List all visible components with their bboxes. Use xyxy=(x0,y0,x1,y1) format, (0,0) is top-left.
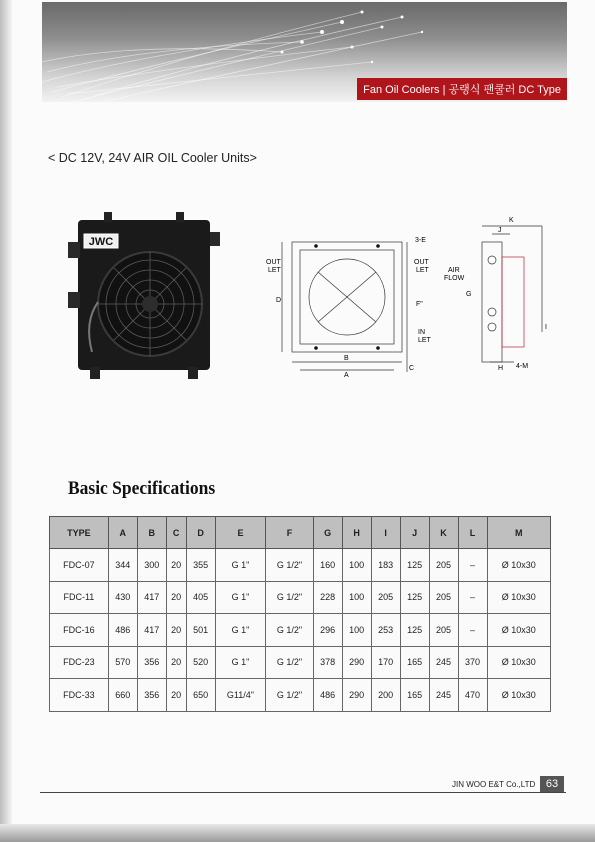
out-let-left-2: LET xyxy=(268,267,281,274)
table-cell: 125 xyxy=(400,581,429,614)
table-cell: Ø 10x30 xyxy=(487,614,551,647)
column-header: I xyxy=(371,517,400,549)
table-cell: G 1/2" xyxy=(266,614,313,647)
column-header: K xyxy=(429,517,458,549)
table-cell: 470 xyxy=(458,679,487,712)
table-cell: 100 xyxy=(342,549,371,582)
column-header: E xyxy=(215,517,266,549)
table-cell: 290 xyxy=(342,646,371,679)
table-body xyxy=(50,549,551,712)
column-header: F xyxy=(266,517,313,549)
table-cell: G 1/2" xyxy=(266,549,313,582)
header-banner xyxy=(42,2,567,102)
table-cell: G 1" xyxy=(215,614,266,647)
table-cell: G 1/2" xyxy=(266,679,313,712)
table-cell: 165 xyxy=(400,646,429,679)
table-cell: 370 xyxy=(458,646,487,679)
table-cell: – xyxy=(458,614,487,647)
table-cell: G 1/2" xyxy=(266,646,313,679)
column-header: TYPE xyxy=(50,517,109,549)
footer-company: JIN WOO E&T Co.,LTD xyxy=(452,780,536,789)
label-a: A xyxy=(344,372,349,379)
label-i: I xyxy=(545,324,547,331)
label-j: J xyxy=(498,227,502,234)
column-header: J xyxy=(400,517,429,549)
table-cell: 170 xyxy=(371,646,400,679)
table-cell: 100 xyxy=(342,581,371,614)
table-cell: 486 xyxy=(108,614,137,647)
column-header: H xyxy=(342,517,371,549)
table-cell: 486 xyxy=(313,679,342,712)
table-cell: FDC-11 xyxy=(50,581,109,614)
column-header: A xyxy=(108,517,137,549)
table-cell: 430 xyxy=(108,581,137,614)
table-cell: 160 xyxy=(313,549,342,582)
table-cell: 300 xyxy=(137,549,166,582)
table-cell: Ø 10x30 xyxy=(487,549,551,582)
table-cell: 205 xyxy=(429,549,458,582)
table-cell: 405 xyxy=(186,581,215,614)
out-let-left-1: OUT xyxy=(266,259,281,266)
table-cell: G 1" xyxy=(215,549,266,582)
table-cell: 356 xyxy=(137,679,166,712)
column-header: B xyxy=(137,517,166,549)
label-g: G xyxy=(466,291,472,298)
table-cell: G 1" xyxy=(215,581,266,614)
table-cell: 520 xyxy=(186,646,215,679)
table-cell: Ø 10x30 xyxy=(487,646,551,679)
table-row xyxy=(50,614,551,647)
table-cell: Ø 10x30 xyxy=(487,581,551,614)
table-cell: 205 xyxy=(429,581,458,614)
table-cell: 296 xyxy=(313,614,342,647)
table-cell: 200 xyxy=(371,679,400,712)
table-cell: 20 xyxy=(166,646,186,679)
table-cell: 205 xyxy=(429,614,458,647)
table-cell: 378 xyxy=(313,646,342,679)
table-cell: 356 xyxy=(137,646,166,679)
label-e: 3-E xyxy=(415,237,426,244)
table-cell: 125 xyxy=(400,614,429,647)
column-header: C xyxy=(166,517,186,549)
table-cell: Ø 10x30 xyxy=(487,679,551,712)
table-cell: 290 xyxy=(342,679,371,712)
column-header: G xyxy=(313,517,342,549)
table-cell: – xyxy=(458,581,487,614)
table-cell: 355 xyxy=(186,549,215,582)
table-row xyxy=(50,646,551,679)
page-number: 63 xyxy=(540,776,564,792)
air-flow-2: FLOW xyxy=(444,275,465,282)
table-cell: 245 xyxy=(429,679,458,712)
binding-shadow xyxy=(0,0,12,842)
table-cell: 570 xyxy=(108,646,137,679)
cooler-photo xyxy=(64,212,224,387)
label-k: K xyxy=(509,217,514,224)
table-cell: FDC-23 xyxy=(50,646,109,679)
specifications-table xyxy=(49,516,551,712)
table-cell: FDC-33 xyxy=(50,679,109,712)
label-c: C xyxy=(409,365,415,372)
table-cell: 183 xyxy=(371,549,400,582)
table-cell: G 1/2" xyxy=(266,581,313,614)
section-title: Basic Specifications xyxy=(68,478,216,499)
label-d: D xyxy=(276,297,282,304)
label-b: B xyxy=(344,355,349,362)
table-cell: 650 xyxy=(186,679,215,712)
table-row xyxy=(50,549,551,582)
table-cell: FDC-07 xyxy=(50,549,109,582)
column-header: L xyxy=(458,517,487,549)
table-cell: – xyxy=(458,549,487,582)
section-tag: Fan Oil Coolers | 공랭식 팬쿨러 DC Type xyxy=(357,78,567,100)
label-f: F" xyxy=(416,301,423,308)
air-flow-1: AIR xyxy=(448,267,460,274)
table-cell: 344 xyxy=(108,549,137,582)
table-row xyxy=(50,679,551,712)
table-cell: 20 xyxy=(166,549,186,582)
table-cell: G 1" xyxy=(215,646,266,679)
table-cell: 100 xyxy=(342,614,371,647)
table-cell: FDC-16 xyxy=(50,614,109,647)
column-header: M xyxy=(487,517,551,549)
table-cell: G11/4" xyxy=(215,679,266,712)
table-cell: 205 xyxy=(371,581,400,614)
table-cell: 501 xyxy=(186,614,215,647)
table-cell: 228 xyxy=(313,581,342,614)
table-cell: 417 xyxy=(137,614,166,647)
table-cell: 20 xyxy=(166,614,186,647)
bottom-shadow xyxy=(0,824,595,842)
table-cell: 20 xyxy=(166,679,186,712)
out-let-right-2: LET xyxy=(416,267,429,274)
brand-logo: JWC xyxy=(88,236,114,248)
table-row xyxy=(50,581,551,614)
out-let-right-1: OUT xyxy=(414,259,429,266)
table-cell: 125 xyxy=(400,549,429,582)
table-cell: 165 xyxy=(400,679,429,712)
table-cell: 660 xyxy=(108,679,137,712)
in-let-1: IN xyxy=(418,329,425,336)
dimension-drawing xyxy=(252,212,572,382)
in-let-2: LET xyxy=(418,337,431,344)
product-subtitle: < DC 12V, 24V AIR OIL Cooler Units> xyxy=(48,151,257,165)
label-m: 4-M xyxy=(516,363,529,370)
table-cell: 253 xyxy=(371,614,400,647)
table-header-row xyxy=(50,517,551,549)
table-cell: 20 xyxy=(166,581,186,614)
footer-rule xyxy=(40,792,566,793)
table-cell: 417 xyxy=(137,581,166,614)
label-h: H xyxy=(498,365,504,372)
table-cell: 245 xyxy=(429,646,458,679)
column-header: D xyxy=(186,517,215,549)
